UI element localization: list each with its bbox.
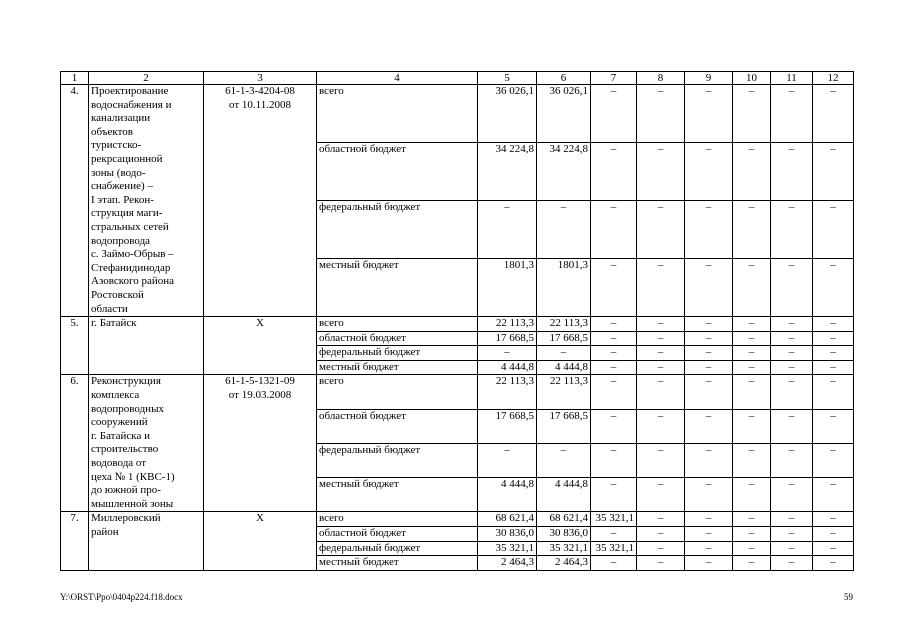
- item-name-line: строительство: [91, 443, 159, 456]
- item-name-line: мышленной зоны: [91, 497, 174, 510]
- item-name: [89, 512, 204, 570]
- value-cell-col5: 36 026,1: [478, 85, 537, 143]
- value-cell-col8: –: [637, 512, 685, 527]
- value-cell-col6: 22 113,3: [537, 375, 591, 409]
- value-cell-col7: –: [591, 85, 637, 143]
- value-cell-col12: –: [813, 85, 854, 143]
- item-code: [204, 375, 317, 512]
- value-cell-col9: –: [685, 375, 733, 409]
- funding-source: федеральный бюджет: [317, 346, 478, 361]
- value-cell-col8: –: [637, 259, 685, 317]
- item-name-line: снабжение) –: [91, 180, 153, 193]
- header-cell: 6: [537, 72, 591, 85]
- value-cell-col10: –: [733, 259, 771, 317]
- value-cell-col5: 34 224,8: [478, 143, 537, 201]
- value-cell-col10: –: [733, 201, 771, 259]
- value-cell-col5: 4 444,8: [478, 478, 537, 512]
- value-cell-col12: –: [813, 556, 854, 571]
- value-cell-col5: 68 621,4: [478, 512, 537, 527]
- value-cell-col7: –: [591, 556, 637, 571]
- funding-source: местный бюджет: [317, 259, 478, 317]
- value-cell-col6: 1801,3: [537, 259, 591, 317]
- value-cell-col6: 22 113,3: [537, 317, 591, 332]
- item-name-line: г. Батайска и: [91, 429, 150, 442]
- value-cell-col7: –: [591, 527, 637, 542]
- value-cell-col11: –: [771, 512, 813, 527]
- value-cell-col6: 36 026,1: [537, 85, 591, 143]
- item-code-line: от 19.03.2008: [228, 389, 292, 402]
- item-name-line: объектов: [91, 125, 133, 138]
- table-row: [61, 85, 854, 143]
- item-name-line: с. Займо-Обрыв –: [91, 248, 174, 261]
- funding-source: местный бюджет: [317, 360, 478, 375]
- table-row: [61, 512, 854, 527]
- header-cell: 11: [771, 72, 813, 85]
- value-cell-col6: 17 668,5: [537, 409, 591, 443]
- funding-source: всего: [317, 512, 478, 527]
- value-cell-col8: –: [637, 317, 685, 332]
- item-code-line: X: [256, 317, 264, 330]
- value-cell-col12: –: [813, 527, 854, 542]
- value-cell-col10: –: [733, 512, 771, 527]
- item-name-line: комплекса: [91, 389, 140, 402]
- value-cell-col12: –: [813, 443, 854, 477]
- item-code-line: от 10.11.2008: [228, 98, 291, 111]
- value-cell-col9: –: [685, 85, 733, 143]
- funding-source: всего: [317, 317, 478, 332]
- value-cell-col7: 35 321,1: [591, 541, 637, 556]
- value-cell-col10: –: [733, 331, 771, 346]
- value-cell-col9: –: [685, 317, 733, 332]
- value-cell-col11: –: [771, 143, 813, 201]
- value-cell-col7: –: [591, 375, 637, 409]
- value-cell-col8: –: [637, 360, 685, 375]
- value-cell-col10: –: [733, 556, 771, 571]
- value-cell-col10: –: [733, 346, 771, 361]
- value-cell-col5: –: [478, 443, 537, 477]
- value-cell-col12: –: [813, 317, 854, 332]
- item-name-line: г. Батайск: [91, 317, 137, 330]
- value-cell-col10: –: [733, 478, 771, 512]
- funding-source: федеральный бюджет: [317, 201, 478, 259]
- value-cell-col12: –: [813, 346, 854, 361]
- value-cell-col11: –: [771, 541, 813, 556]
- value-cell-col7: –: [591, 201, 637, 259]
- item-name-line: Азовского района: [91, 275, 175, 288]
- value-cell-col11: –: [771, 360, 813, 375]
- budget-table: [60, 71, 854, 571]
- value-cell-col7: –: [591, 478, 637, 512]
- item-name-line: туристско-: [91, 139, 142, 152]
- item-name-line: Проектирование: [91, 85, 169, 97]
- header-cell: 9: [685, 72, 733, 85]
- value-cell-col10: –: [733, 527, 771, 542]
- funding-source: федеральный бюджет: [317, 541, 478, 556]
- funding-source: федеральный бюджет: [317, 443, 478, 477]
- value-cell-col9: –: [685, 331, 733, 346]
- value-cell-col6: 34 224,8: [537, 143, 591, 201]
- value-cell-col7: –: [591, 360, 637, 375]
- item-name-line: район: [91, 526, 119, 538]
- value-cell-col11: –: [771, 259, 813, 317]
- value-cell-col8: –: [637, 556, 685, 571]
- item-name-line: Миллеровский: [91, 512, 161, 525]
- value-cell-col10: –: [733, 443, 771, 477]
- value-cell-col12: –: [813, 201, 854, 259]
- funding-source: областной бюджет: [317, 331, 478, 346]
- value-cell-col8: –: [637, 143, 685, 201]
- table-row: [61, 375, 854, 409]
- item-code: [204, 85, 317, 317]
- item-name-line: водоснабжения и: [91, 98, 172, 111]
- table-header-row: [61, 72, 854, 85]
- value-cell-col11: –: [771, 346, 813, 361]
- page-number: 59: [844, 592, 853, 602]
- funding-source: всего: [317, 85, 478, 143]
- value-cell-col6: 30 836,0: [537, 527, 591, 542]
- value-cell-col5: 22 113,3: [478, 317, 537, 332]
- value-cell-col9: –: [685, 512, 733, 527]
- header-cell: 10: [733, 72, 771, 85]
- value-cell-col11: –: [771, 375, 813, 409]
- value-cell-col11: –: [771, 527, 813, 542]
- item-number: 4.: [61, 85, 89, 317]
- value-cell-col9: –: [685, 409, 733, 443]
- item-number: 7.: [61, 512, 89, 570]
- value-cell-col8: –: [637, 85, 685, 143]
- value-cell-col7: –: [591, 331, 637, 346]
- value-cell-col11: –: [771, 85, 813, 143]
- value-cell-col6: –: [537, 443, 591, 477]
- item-name-line: до южной про-: [91, 484, 161, 497]
- value-cell-col5: 17 668,5: [478, 409, 537, 443]
- value-cell-col12: –: [813, 541, 854, 556]
- value-cell-col11: –: [771, 201, 813, 259]
- header-cell: 7: [591, 72, 637, 85]
- value-cell-col5: 1801,3: [478, 259, 537, 317]
- item-name-line: цеха № 1 (КВС-1): [91, 470, 175, 483]
- header-cell: 3: [204, 72, 317, 85]
- item-code: [204, 317, 317, 375]
- value-cell-col6: 17 668,5: [537, 331, 591, 346]
- header-cell: 2: [89, 72, 204, 85]
- value-cell-col6: –: [537, 201, 591, 259]
- value-cell-col9: –: [685, 527, 733, 542]
- value-cell-col11: –: [771, 331, 813, 346]
- value-cell-col5: 30 836,0: [478, 527, 537, 542]
- value-cell-col10: –: [733, 541, 771, 556]
- value-cell-col8: –: [637, 478, 685, 512]
- value-cell-col12: –: [813, 512, 854, 527]
- value-cell-col7: –: [591, 317, 637, 332]
- header-cell: 1: [61, 72, 89, 85]
- value-cell-col7: –: [591, 443, 637, 477]
- value-cell-col10: –: [733, 360, 771, 375]
- value-cell-col10: –: [733, 85, 771, 143]
- value-cell-col10: –: [733, 143, 771, 201]
- value-cell-col8: –: [637, 201, 685, 259]
- value-cell-col6: 2 464,3: [537, 556, 591, 571]
- value-cell-col12: –: [813, 143, 854, 201]
- value-cell-col8: –: [637, 375, 685, 409]
- value-cell-col9: –: [685, 478, 733, 512]
- item-name: [89, 317, 204, 375]
- value-cell-col5: –: [478, 201, 537, 259]
- item-name-line: стральных сетей: [91, 220, 169, 233]
- value-cell-col10: –: [733, 409, 771, 443]
- value-cell-col10: –: [733, 317, 771, 332]
- value-cell-col12: –: [813, 478, 854, 512]
- item-name-line: Ростовской: [91, 288, 144, 301]
- item-code: [204, 512, 317, 570]
- value-cell-col6: 4 444,8: [537, 478, 591, 512]
- value-cell-col8: –: [637, 331, 685, 346]
- item-name-line: зоны (водо-: [91, 166, 146, 179]
- item-name: [89, 85, 204, 317]
- value-cell-col8: –: [637, 409, 685, 443]
- header-cell: 5: [478, 72, 537, 85]
- value-cell-col6: –: [537, 346, 591, 361]
- item-name-line: водовода от: [91, 457, 147, 470]
- funding-source: областной бюджет: [317, 527, 478, 542]
- header-cell: 8: [637, 72, 685, 85]
- funding-source: всего: [317, 375, 478, 409]
- item-name-line: водопроводных: [91, 402, 164, 415]
- value-cell-col11: –: [771, 478, 813, 512]
- value-cell-col5: 17 668,5: [478, 331, 537, 346]
- value-cell-col5: 22 113,3: [478, 375, 537, 409]
- file-path: Y:\ORST\Ppo\0404p224.f18.docx: [60, 592, 183, 602]
- value-cell-col12: –: [813, 375, 854, 409]
- value-cell-col9: –: [685, 259, 733, 317]
- value-cell-col12: –: [813, 409, 854, 443]
- table-row: [61, 317, 854, 332]
- value-cell-col7: –: [591, 259, 637, 317]
- funding-source: местный бюджет: [317, 556, 478, 571]
- value-cell-col8: –: [637, 346, 685, 361]
- value-cell-col8: –: [637, 541, 685, 556]
- value-cell-col7: –: [591, 143, 637, 201]
- funding-source: местный бюджет: [317, 478, 478, 512]
- value-cell-col10: –: [733, 375, 771, 409]
- value-cell-col5: –: [478, 346, 537, 361]
- item-name-line: Стефанидинодар: [91, 261, 171, 274]
- value-cell-col12: –: [813, 259, 854, 317]
- value-cell-col8: –: [637, 527, 685, 542]
- header-cell: 4: [317, 72, 478, 85]
- value-cell-col5: 2 464,3: [478, 556, 537, 571]
- item-code-line: X: [256, 512, 264, 525]
- value-cell-col6: 35 321,1: [537, 541, 591, 556]
- item-name-line: струкция маги-: [91, 207, 163, 220]
- item-name-line: области: [91, 302, 128, 315]
- value-cell-col9: –: [685, 556, 733, 571]
- value-cell-col6: 4 444,8: [537, 360, 591, 375]
- value-cell-col11: –: [771, 556, 813, 571]
- item-name-line: Реконструкция: [91, 375, 161, 388]
- item-name-line: водопровода: [91, 234, 151, 247]
- value-cell-col12: –: [813, 331, 854, 346]
- value-cell-col11: –: [771, 409, 813, 443]
- value-cell-col7: –: [591, 409, 637, 443]
- value-cell-col7: 35 321,1: [591, 512, 637, 527]
- value-cell-col9: –: [685, 201, 733, 259]
- value-cell-col5: 4 444,8: [478, 360, 537, 375]
- item-name-line: канализации: [91, 112, 151, 125]
- value-cell-col9: –: [685, 143, 733, 201]
- value-cell-col7: –: [591, 346, 637, 361]
- funding-source: областной бюджет: [317, 409, 478, 443]
- value-cell-col6: 68 621,4: [537, 512, 591, 527]
- item-code-line: 61-1-5-1321-09: [225, 375, 295, 388]
- item-name-line: рекрсационной: [91, 152, 163, 165]
- item-number: 6.: [61, 375, 89, 512]
- value-cell-col8: –: [637, 443, 685, 477]
- value-cell-col9: –: [685, 541, 733, 556]
- item-name-line: I этап. Рекон-: [91, 193, 154, 206]
- header-cell: 12: [813, 72, 854, 85]
- value-cell-col11: –: [771, 317, 813, 332]
- value-cell-col11: –: [771, 443, 813, 477]
- value-cell-col9: –: [685, 360, 733, 375]
- item-name: [89, 375, 204, 512]
- value-cell-col9: –: [685, 346, 733, 361]
- value-cell-col12: –: [813, 360, 854, 375]
- value-cell-col5: 35 321,1: [478, 541, 537, 556]
- item-code-line: 61-1-3-4204-08: [225, 85, 295, 97]
- item-number: 5.: [61, 317, 89, 375]
- value-cell-col9: –: [685, 443, 733, 477]
- item-name-line: сооружений: [91, 416, 148, 429]
- funding-source: областной бюджет: [317, 143, 478, 201]
